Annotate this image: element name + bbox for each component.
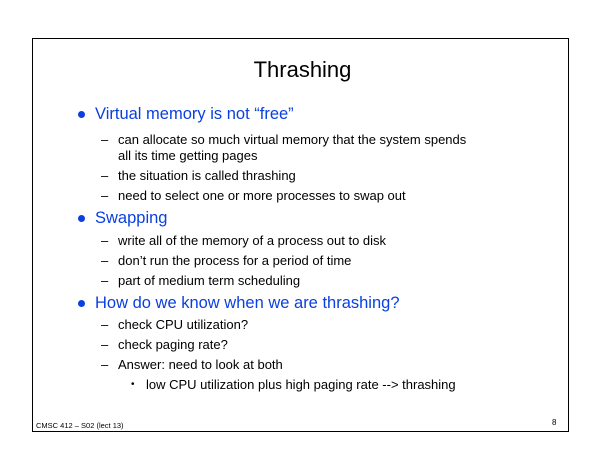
sub-bullet: part of medium term scheduling bbox=[118, 273, 301, 288]
dash-marker: – bbox=[101, 168, 109, 183]
bullet-dot bbox=[78, 300, 85, 307]
bullet-thrashing-question: How do we know when we are thrashing? bbox=[95, 294, 400, 312]
dash-marker: – bbox=[101, 273, 109, 288]
dash-marker: – bbox=[101, 337, 109, 352]
sub-bullet-continuation: all its time getting pages bbox=[118, 148, 258, 163]
sub-bullet: don’t run the process for a period of time bbox=[118, 253, 352, 268]
slide-title: Thrashing bbox=[253, 57, 352, 82]
footer-course: CMSC 412 – S02 (lect 13) bbox=[36, 421, 124, 430]
bullet-virtual-memory: Virtual memory is not “free” bbox=[95, 105, 294, 123]
sub-bullet: need to select one or more processes to swap out bbox=[118, 188, 406, 203]
footer-page-number: 8 bbox=[552, 418, 557, 427]
sub-sub-bullet: low CPU utilization plus high paging rate --> thrashing bbox=[146, 377, 456, 392]
dash-marker: – bbox=[101, 233, 109, 248]
dash-marker: – bbox=[101, 317, 109, 332]
sub-bullet: write all of the memory of a process out to disk bbox=[118, 233, 387, 248]
bullet-swapping: Swapping bbox=[95, 209, 168, 227]
sub-bullet: Answer: need to look at both bbox=[118, 357, 283, 372]
dash-marker: – bbox=[101, 188, 109, 203]
sub-bullet: the situation is called thrashing bbox=[118, 168, 296, 183]
bullet-dot bbox=[78, 215, 85, 222]
sub-bullet: check CPU utilization? bbox=[118, 317, 249, 332]
dash-marker: – bbox=[101, 253, 109, 268]
bullet-dot bbox=[78, 111, 85, 118]
sub-bullet: can allocate so much virtual memory that the system spends bbox=[118, 132, 467, 147]
dash-marker: – bbox=[101, 132, 109, 147]
sub-sub-bullet-dot: • bbox=[131, 379, 135, 390]
dash-marker: – bbox=[101, 357, 109, 372]
sub-bullet: check paging rate? bbox=[118, 337, 228, 352]
